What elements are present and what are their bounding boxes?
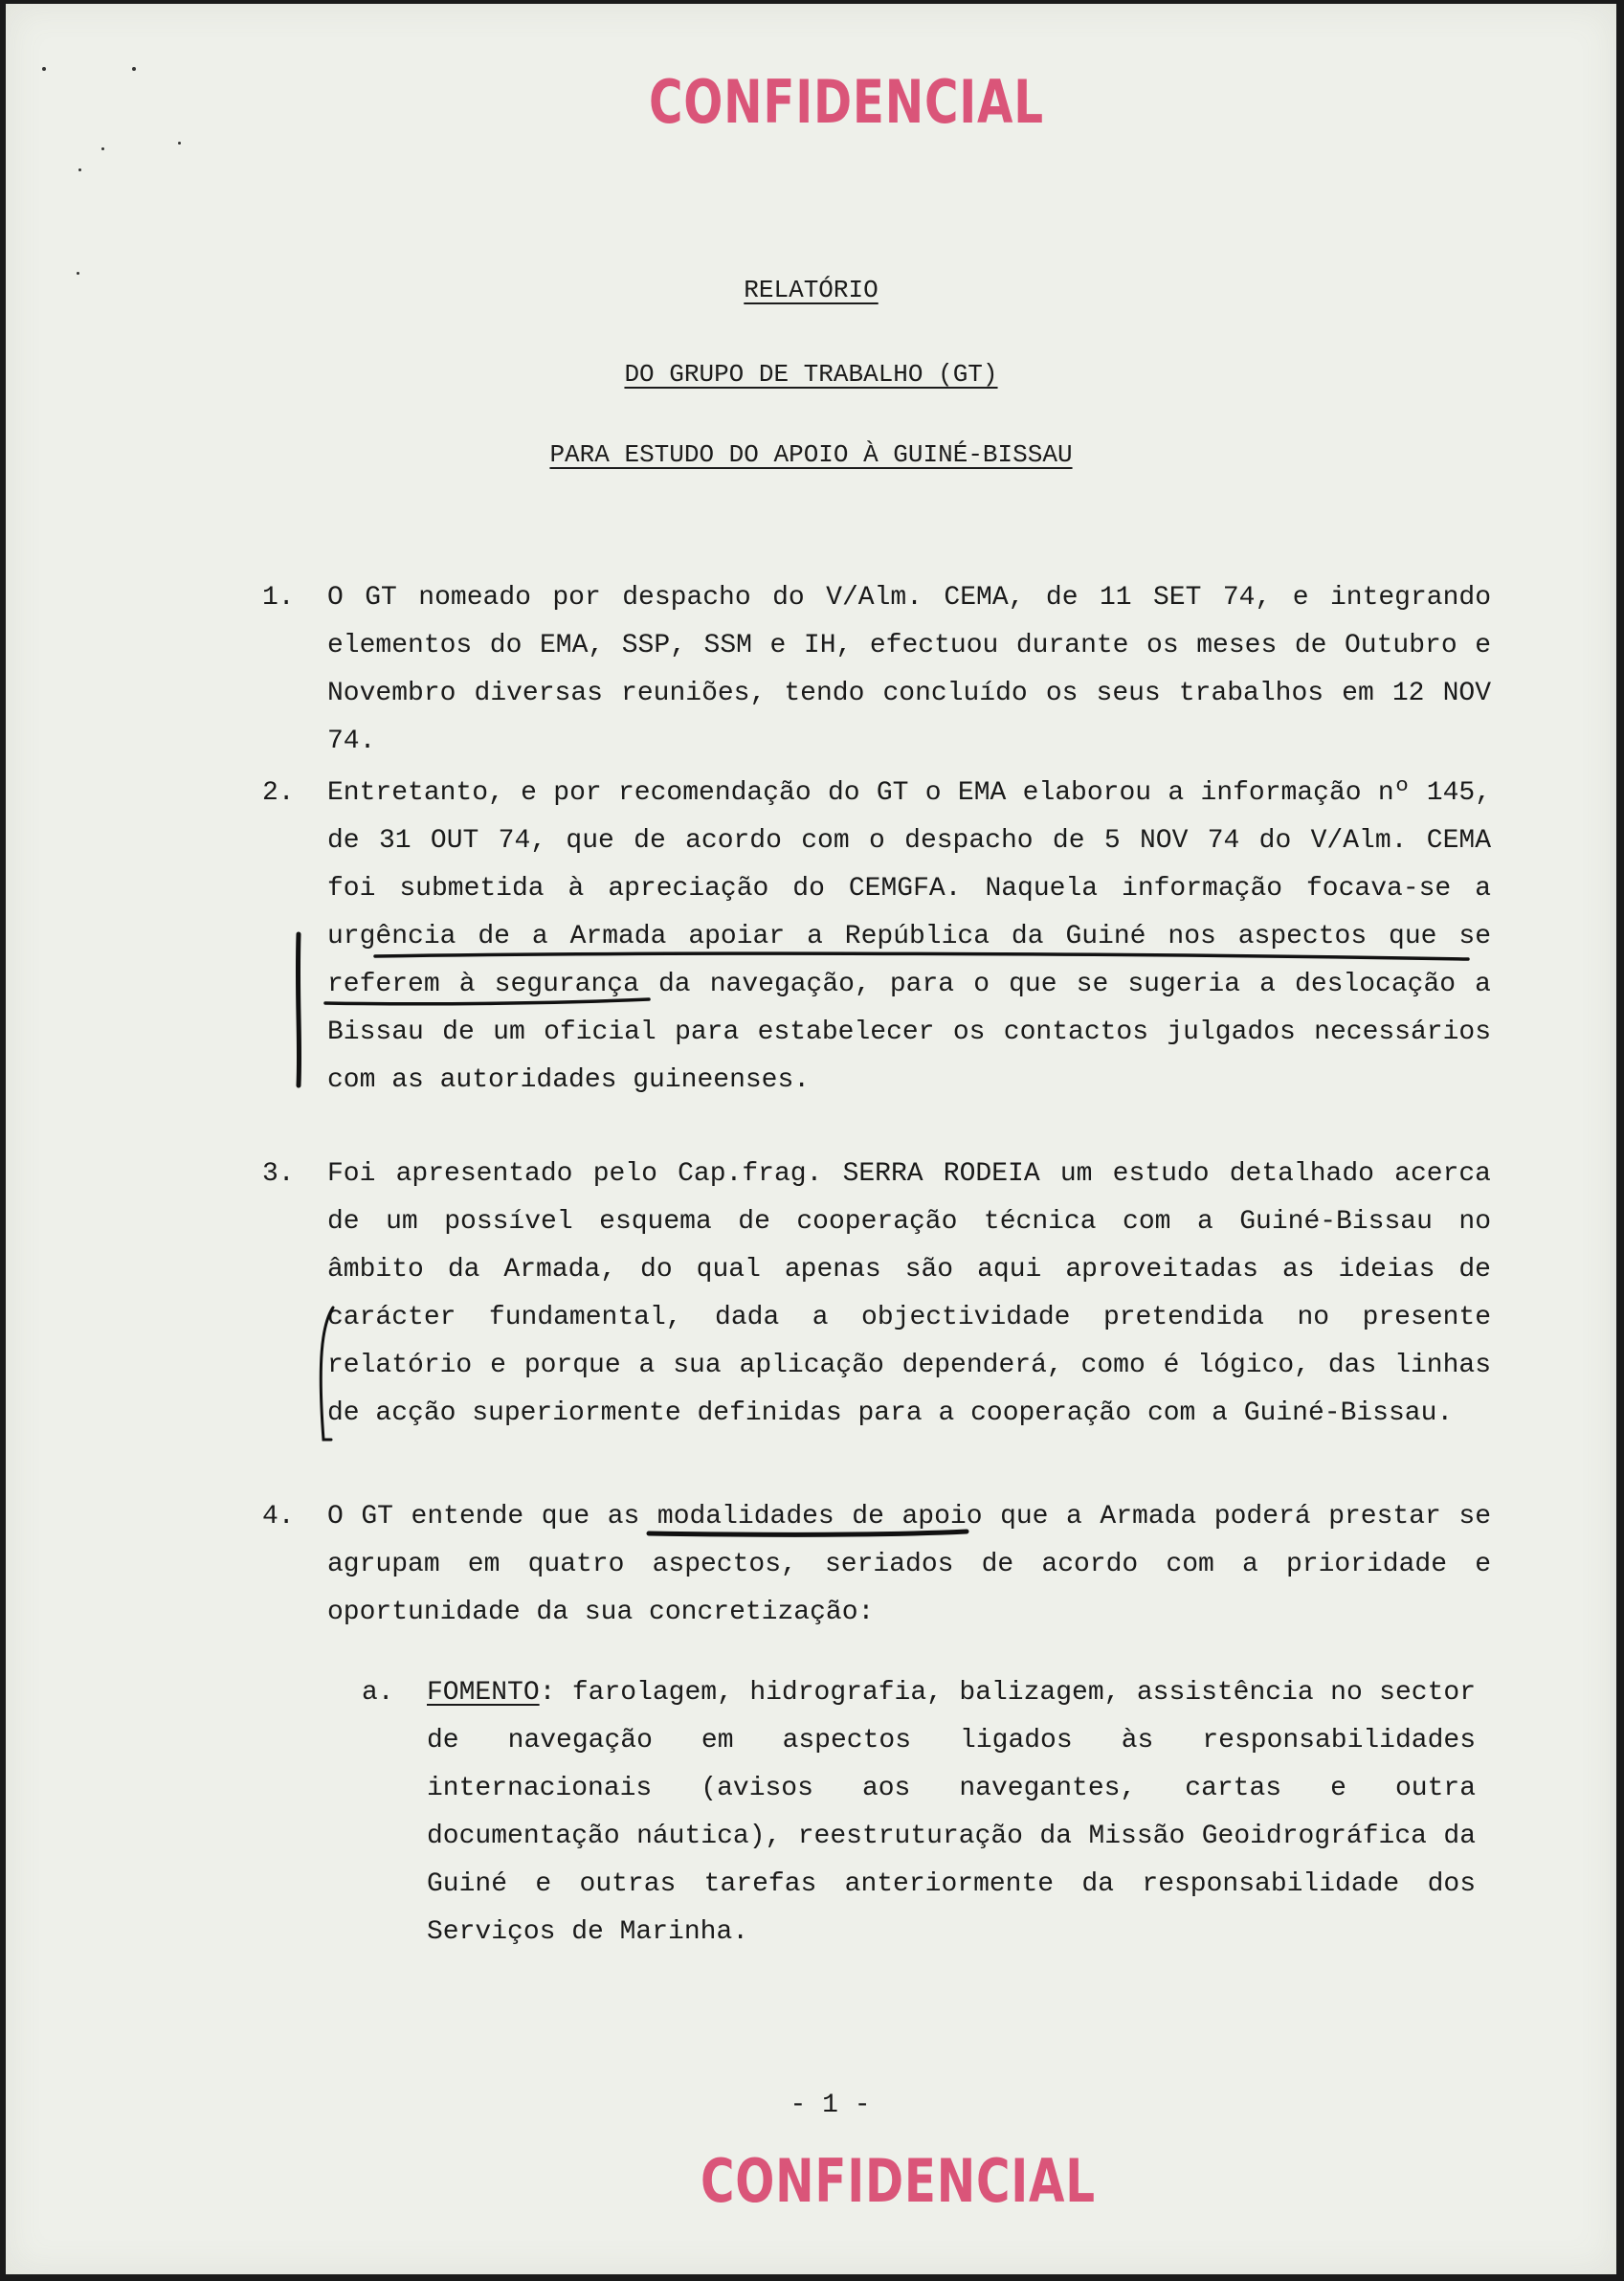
underline-modalidades-apoio xyxy=(649,1532,967,1534)
margin-speck xyxy=(78,168,81,171)
margin-bar-paragraph-2 xyxy=(298,934,299,1085)
paragraph-2-text: Entretanto, e por recomendação do GT o EMA elaborou a informação nº 145, de 31 OUT 74, que de acordo com o despacho de 5 NOV 74 do V/Alm. CEMA foi submetida à apreciação do CEMGFA. Naquela informação focava-se a urgência de a Armada apoiar a República da Guiné nos aspectos que se referem à segurança da navegação, para o que se sugeria a deslocação a Bissau de um oficial para estabelecer os contactos julgados necessários com as autoridades guineenses. xyxy=(327,778,1491,1095)
margin-speck xyxy=(132,67,136,71)
subparagraph-a-text: : farolagem, hidrografia, balizagem, assistência no sector de navegação em aspectos ligados às responsabilidades internacionais (avisos aos navegantes, cartas e outra documentação náutica), reestruturação da Missão Geoidrográfica da Guiné e outras tarefas anteriormente da responsabilidade dos Serviços de Marinha. xyxy=(427,1678,1476,1947)
paragraph-4-text: O GT entende que as modalidades de apoio que a Armada poderá prestar se agrupam em quatro aspectos, seriados de acordo com a prioridade e oportunidade da sua concretização: xyxy=(327,1502,1491,1627)
page-number: - 1 - xyxy=(790,2091,871,2120)
paragraph-4-number: 4. xyxy=(262,1502,295,1532)
margin-speck xyxy=(101,147,104,150)
document-page xyxy=(6,4,1616,2274)
handwritten-markings xyxy=(6,4,1616,2274)
margin-speck xyxy=(42,67,46,71)
paragraph-3-text: Foi apresentado pelo Cap.frag. SERRA RODEIA um estudo detalhado acerca de um possível esquema de cooperação técnica com a Guiné-Bissau no âmbito da Armada, do qual apenas são aqui aproveitadas as ideias de carácter fundamental, dada a objectividade pretendida no presente relatório e porque a sua aplicação dependerá, como é lógico, das linhas de acção superiormente definidas para a cooperação com a Guiné-Bissau. xyxy=(327,1159,1491,1428)
report-title: RELATÓRIO xyxy=(744,276,879,304)
underline-seguranca-navegacao xyxy=(325,999,649,1004)
paragraph-3-number: 3. xyxy=(262,1159,295,1189)
report-subject: PARA ESTUDO DO APOIO À GUINÉ-BISSAU xyxy=(549,440,1073,469)
paragraph-1-number: 1. xyxy=(262,583,295,613)
margin-bracket-paragraph-3 xyxy=(321,1308,333,1440)
paragraph-2-number: 2. xyxy=(262,778,295,808)
paragraph-1-text: O GT nomeado por despacho do V/Alm. CEMA, de 11 SET 74, e integrando elementos do EMA, SSP, SSM e IH, efectuou durante os meses de Outubro e Novembro diversas reuniões, tendo concluído os seus trabalhos em 12 NOV 74. xyxy=(327,583,1491,756)
confidential-stamp-top: CONFIDENCIAL xyxy=(649,67,1044,137)
report-subtitle: DO GRUPO DE TRABALHO (GT) xyxy=(624,360,998,389)
margin-speck xyxy=(178,142,181,145)
margin-speck xyxy=(77,272,79,275)
subparagraph-a-letter: a. xyxy=(362,1678,394,1708)
subparagraph-a-label: FOMENTO xyxy=(427,1678,540,1708)
confidential-stamp-bottom: CONFIDENCIAL xyxy=(701,2146,1096,2216)
underline-armada-apoiar xyxy=(375,953,1468,959)
